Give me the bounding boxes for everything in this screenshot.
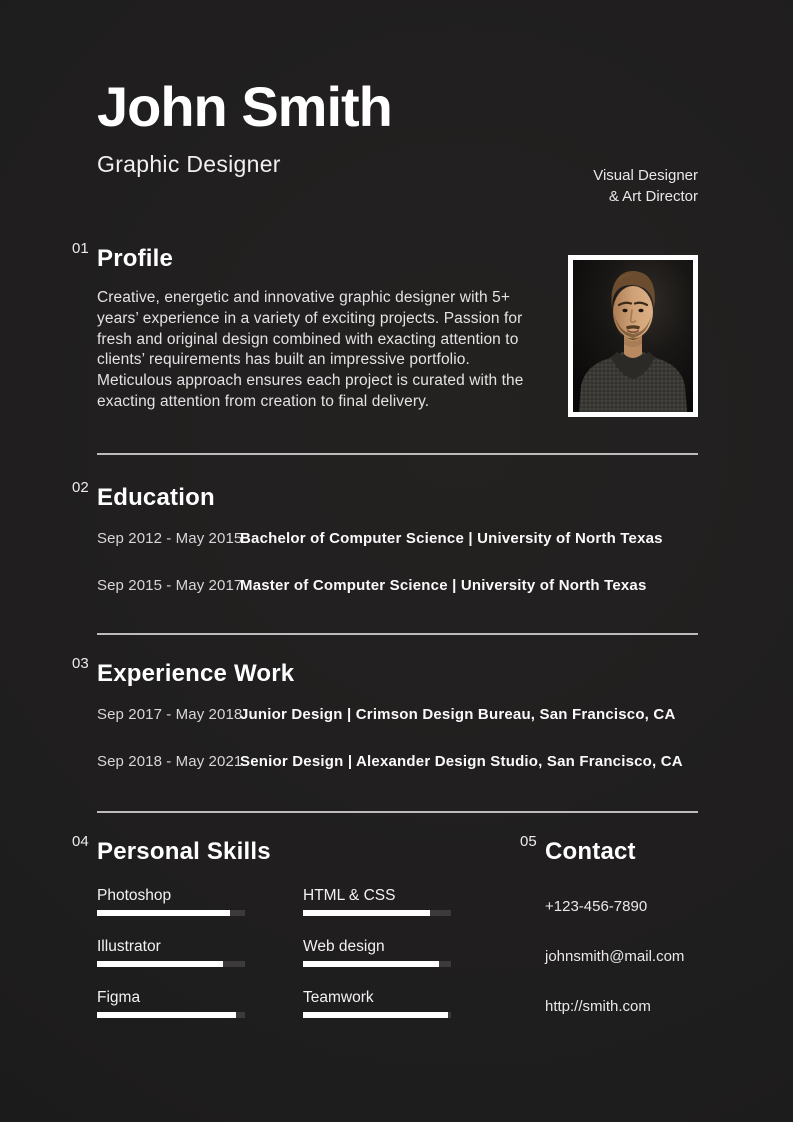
period-text: Sep 2012 - May 2015 (97, 530, 243, 547)
section-number: 04 (72, 833, 89, 850)
section-title: Profile (97, 245, 174, 272)
divider (97, 453, 698, 455)
role-row (97, 151, 698, 207)
tagline-line-2: & Art Director (608, 188, 698, 205)
education-heading (72, 479, 703, 512)
period-text: Sep 2017 - May 2018 (97, 706, 243, 723)
contact-website: http://smith.com (545, 998, 651, 1015)
contact-email: johnsmith@mail.com (545, 948, 685, 965)
contact-heading (520, 833, 707, 866)
section-profile (72, 240, 549, 413)
skill-progress-track (97, 961, 245, 967)
skill-item (97, 989, 245, 1018)
skill-item (303, 887, 451, 916)
divider (97, 811, 698, 813)
skill-item (97, 887, 245, 916)
skill-label: HTML & CSS (303, 887, 396, 904)
skill-label: Teamwork (303, 989, 374, 1006)
section-number: 05 (520, 833, 537, 850)
page-title: John Smith (97, 75, 392, 138)
description-text: Master of Computer Science | University of North Texas (240, 577, 647, 594)
description-text: Bachelor of Computer Science | University of North Texas (240, 530, 663, 547)
skill-progress-track (303, 1012, 451, 1018)
skill-item (97, 938, 245, 967)
skill-item (303, 989, 451, 1018)
section-number: 03 (72, 655, 89, 672)
education-list (97, 529, 703, 595)
section-contact (520, 833, 707, 1048)
section-skills (72, 833, 453, 1040)
section-title: Education (97, 484, 215, 511)
skill-label: Illustrator (97, 938, 161, 955)
skill-progress-fill (97, 1012, 236, 1018)
tagline-line-1: Visual Designer (593, 167, 698, 184)
job-role: Graphic Designer (97, 151, 281, 177)
skill-progress-fill (303, 961, 439, 967)
tagline (593, 165, 698, 207)
skill-progress-track (303, 961, 451, 967)
skill-progress-fill (97, 910, 230, 916)
skill-progress-track (97, 910, 245, 916)
contact-phone: +123-456-7890 (545, 898, 648, 915)
profile-heading (72, 240, 549, 273)
skill-item (303, 938, 451, 967)
skill-progress-track (97, 1012, 245, 1018)
skill-progress-fill (303, 1012, 448, 1018)
experience-list (97, 705, 703, 771)
skill-progress-fill (97, 961, 223, 967)
section-title: Contact (545, 838, 636, 865)
profile-text: Creative, energetic and innovative graphic designer with 5+ years’ experience in a variety of exciting projects. Passion for fresh and original design combined with exacting attention to clients’ requirements has built an impressive portfolio. Meticulous approach ensures each project is curated with the exacting attention from creation to final delivery. (97, 289, 524, 410)
skill-label: Figma (97, 989, 141, 1006)
divider (97, 633, 698, 635)
skills-grid (97, 887, 453, 1040)
profile-photo (568, 255, 698, 417)
description-text: Junior Design | Crimson Design Bureau, San Francisco, CA (240, 706, 676, 723)
section-number: 02 (72, 479, 89, 496)
experience-row (97, 752, 703, 771)
skill-label: Photoshop (97, 887, 172, 904)
education-row (97, 576, 703, 595)
skill-progress-track (303, 910, 451, 916)
skills-heading (72, 833, 453, 866)
skill-label: Web design (303, 938, 385, 955)
section-title: Personal Skills (97, 838, 271, 865)
skill-progress-fill (303, 910, 430, 916)
skills-column (97, 887, 245, 1040)
section-number: 01 (72, 240, 89, 257)
portrait-illustration (573, 260, 693, 412)
contact-list (545, 898, 707, 1016)
period-text: Sep 2018 - May 2021 (97, 753, 243, 770)
education-row (97, 529, 703, 548)
experience-row (97, 705, 703, 724)
header (97, 75, 698, 207)
skills-column (303, 887, 451, 1040)
experience-heading (72, 655, 703, 688)
section-experience (72, 655, 703, 799)
period-text: Sep 2015 - May 2017 (97, 577, 243, 594)
section-education (72, 479, 703, 623)
description-text: Senior Design | Alexander Design Studio, San Francisco, CA (240, 753, 683, 770)
section-title: Experience Work (97, 660, 295, 687)
